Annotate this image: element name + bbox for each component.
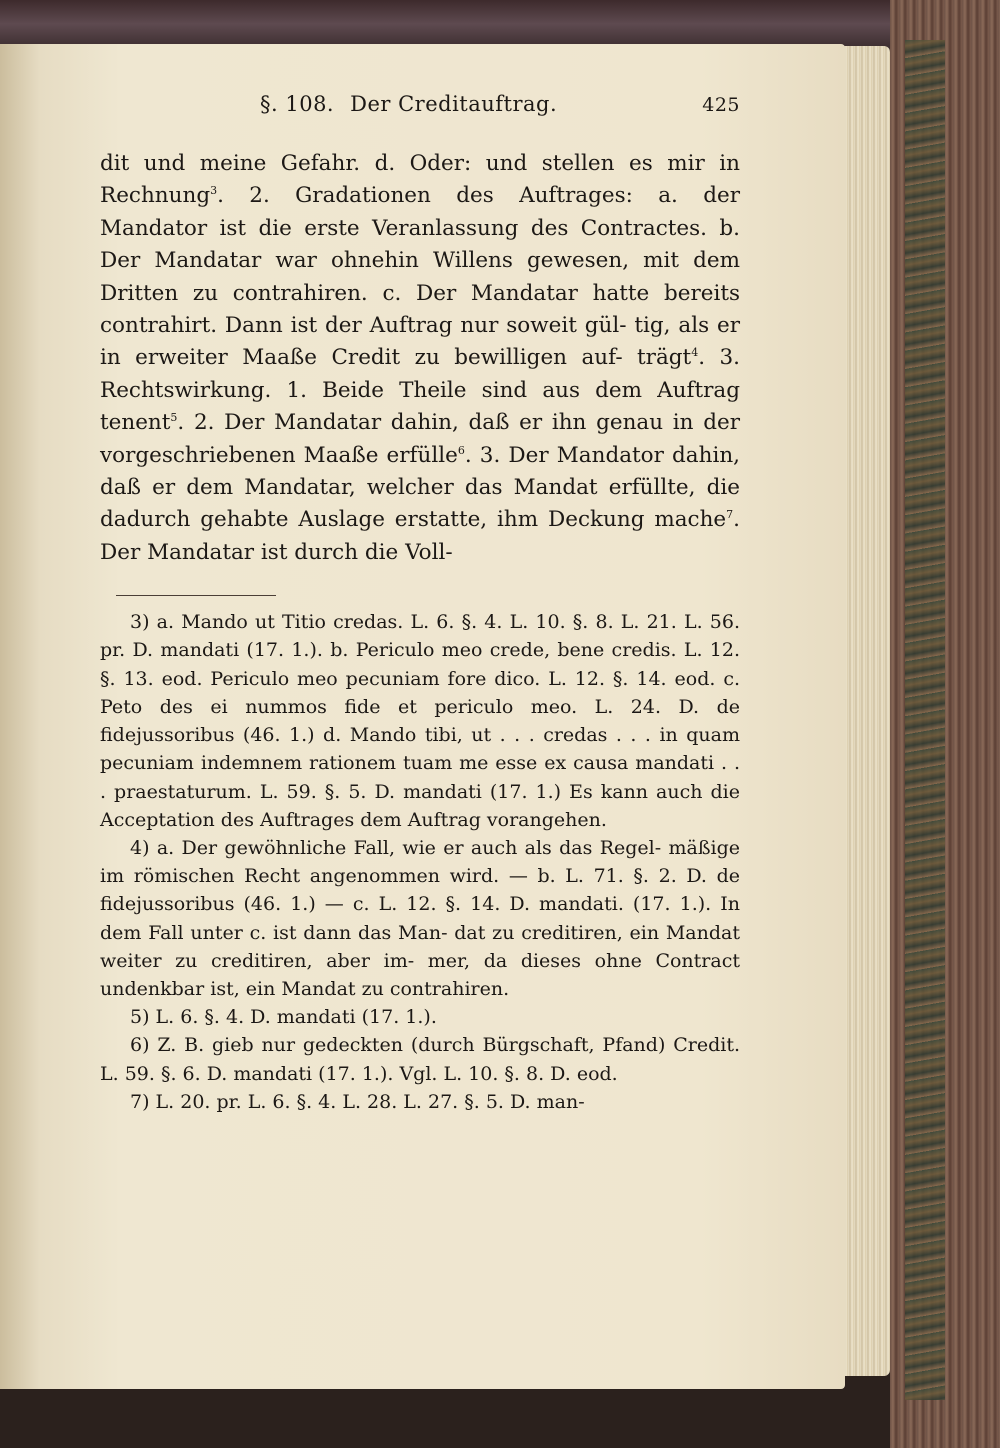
footnote-separator xyxy=(116,595,276,596)
running-title: Der Creditauftrag. xyxy=(350,92,558,116)
running-head xyxy=(100,92,740,132)
body-segment: . 2. Gradationen des Auftrages: a. der Mandator ist die erste Veranlassung des Contractes. b. Der Mandatar war ohnehin Willens gewesen, mit dem Dritten zu contrahiren. c. Der Mandatar hatte bereits contrahirt. Dann ist der Auftrag nur soweit gül- tig, als er in erweiter Maaße Credit zu bewilligen auf- trägt xyxy=(100,183,740,371)
footnote-marker: 4 xyxy=(691,346,699,360)
footnote-3: 3) a. Mando ut Titio credas. L. 6. §. 4. L. 10. §. 8. L. 21. L. 56. pr. D. mandati (17. 1.). b. Periculo meo crede, bene credis. L. 12. §. 13. eod. Periculo meo pecuniam fore dico. L. 12. §. 14. eod. c. Peto des ei nummos fide et periculo meo. L. 24. D. de fidejussoribus (46. 1.) d. Mando tibi, ut . . . credas . . . in quam pecuniam indemnem rationem tuam me esse ex causa mandati . . . praestaturum. L. 59. §. 5. D. mandati (17. 1.) Es kann auch die Acceptation des Auftrages dem Auftrag vorangehen. xyxy=(100,611,740,831)
body-segment: . Der Mandatar ist durch die Voll- xyxy=(100,507,740,565)
section-number: §. 108. xyxy=(260,92,335,116)
footnotes xyxy=(100,608,740,1116)
body-segment: . 3. Der Mandator dahin, daß er dem Mandatar, welcher das Mandat erfüllte, die dadurch gehabte Auslage erstatte, ihm Deckung mache xyxy=(100,442,741,533)
footnote-5: 5) L. 6. §. 4. D. mandati (17. 1.). xyxy=(130,1006,437,1029)
marbled-cover-edge xyxy=(905,40,945,1400)
main-paragraph xyxy=(100,148,740,569)
footnote-marker: 5 xyxy=(170,411,178,425)
footnote-marker: 7 xyxy=(726,508,734,522)
body-segment: . 2. Der Mandatar dahin, daß er ihn genau in der vorgeschriebenen Maaße erfülle xyxy=(100,410,740,468)
footnote-4: 4) a. Der gewöhnliche Fall, wie er auch als das Regel- mäßige im römischen Recht angenommen wird. — b. L. 71. §. 2. D. de fidejussoribus (46. 1.) — c. L. 12. §. 14. D. mandati. (17. 1.). In dem Fall unter c. ist dann das Man- dat zu creditiren, ein Mandat weiter zu creditiren, aber im- mer, da dieses ohne Contract undenkbar ist, ein Mandat zu contrahiren. xyxy=(100,836,740,1000)
footnote-marker: 3 xyxy=(210,184,218,198)
body-segment: . 3. Rechtswirkung. 1. Beide Theile sind aus dem Auftrag tenent xyxy=(100,345,740,436)
footnote-6: 6) Z. B. gieb nur gedeckten (durch Bürgschaft, Pfand) Credit. L. 59. §. 6. D. mandati (17. 1.). Vgl. L. 10. §. 8. D. eod. xyxy=(100,1034,740,1085)
book-page xyxy=(0,44,845,1389)
page-number: 425 xyxy=(702,94,740,116)
footnote-7: 7) L. 20. pr. L. 6. §. 4. L. 28. L. 27. §. 5. D. man- xyxy=(130,1090,585,1113)
footnote-marker: 6 xyxy=(457,443,465,457)
body-segment: dit und meine Gefahr. d. Oder: und stellen es mir in Rechnung xyxy=(100,151,740,209)
page-text-block xyxy=(100,92,740,1116)
